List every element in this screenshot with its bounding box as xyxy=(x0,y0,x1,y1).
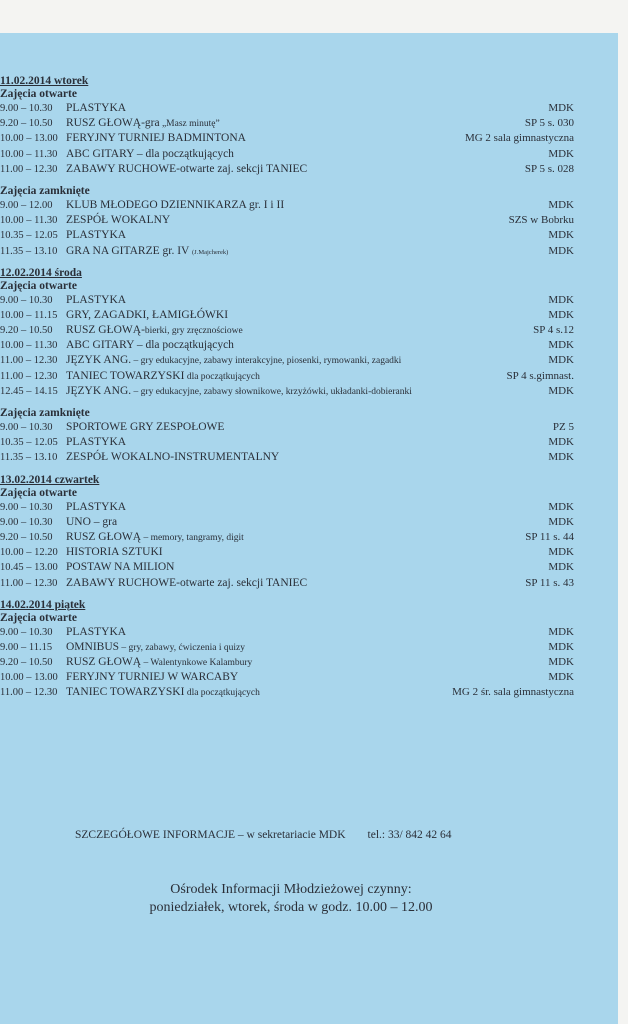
session-note: – gry, zabawy, ćwiczenia i quizy xyxy=(119,642,245,653)
session-name xyxy=(66,435,126,450)
session-place: MDK xyxy=(548,244,574,257)
session-title: FERYJNY TURNIEJ W WARCABY xyxy=(66,671,239,684)
session-title: PLASTYKA xyxy=(66,293,127,306)
session-title: SPORTOWE GRY ZESPOŁOWE xyxy=(66,421,225,433)
session-name xyxy=(66,655,252,671)
schedule-row xyxy=(0,323,590,338)
schedule-row xyxy=(0,147,590,162)
session-title: RUSZ GŁOWĄ xyxy=(66,530,142,543)
session-place: MDK xyxy=(548,293,574,306)
oim-line-2: poniedziałek, wtorek, środa w godz. 10.00 – 12.00 xyxy=(149,900,433,915)
session-place: PZ 5 xyxy=(552,421,574,433)
session-title: ZABAWY RUCHOWE-otwarte zaj. sekcji TANIEC xyxy=(66,576,308,589)
session-place: MDK xyxy=(548,198,574,211)
session-time: 11.00 – 12.30 xyxy=(0,687,58,699)
session-title: PLASTYKA xyxy=(66,102,127,114)
session-note: – memory, tangramy, digit xyxy=(141,532,244,543)
session-place: SP 5 s. 028 xyxy=(524,162,574,175)
session-time: 11.00 – 12.30 xyxy=(0,163,58,175)
schedule-row xyxy=(0,308,590,323)
schedule-row xyxy=(0,420,590,435)
session-place: SZS w Bobrku xyxy=(508,214,574,227)
session-place: MDK xyxy=(548,640,574,653)
session-name xyxy=(66,162,307,177)
session-time: 9.20 – 10.50 xyxy=(0,118,53,130)
session-time: 10.35 – 12.05 xyxy=(0,230,58,242)
schedule-sheet xyxy=(0,33,618,1024)
day-section xyxy=(0,599,590,701)
schedule-row xyxy=(0,515,590,530)
session-title: ZABAWY RUCHOWE-otwarte zaj. sekcji TANIEC xyxy=(66,162,308,175)
session-title: KLUB MŁODEGO DZIENNIKARZA gr. I i II xyxy=(66,198,285,211)
session-place: SP 4 s.12 xyxy=(533,324,574,337)
group-heading: Zajęcia zamknięte xyxy=(0,184,90,197)
schedule-row xyxy=(0,640,590,655)
session-time: 12.45 – 14.15 xyxy=(0,385,58,397)
schedule-row xyxy=(0,198,590,213)
session-name xyxy=(66,369,260,385)
day-heading: 13.02.2014 czwartek xyxy=(0,473,100,486)
session-place: MDK xyxy=(548,229,574,242)
session-title: GRA NA GITARZE gr. IV xyxy=(66,244,190,257)
details-info xyxy=(75,829,452,841)
session-place: MG 2 sala gimnastyczna xyxy=(464,132,574,145)
session-note: – gry edukacyjne, zabawy słownikowe, krzyżówki, układanki-dobieranki xyxy=(131,386,412,397)
session-place: MDK xyxy=(548,436,574,449)
session-time: 10.00 – 11.15 xyxy=(0,309,58,321)
session-name xyxy=(66,308,228,323)
session-place: SP 4 s.gimnast. xyxy=(506,369,574,382)
session-time: 9.00 – 10.30 xyxy=(0,516,53,528)
day-section xyxy=(0,267,590,466)
session-name xyxy=(66,560,174,575)
session-time: 9.20 – 10.50 xyxy=(0,657,53,669)
session-name xyxy=(66,500,126,515)
session-time: 11.35 – 13.10 xyxy=(0,245,58,257)
session-place: MDK xyxy=(548,546,574,559)
session-time: 9.00 – 10.30 xyxy=(0,103,53,114)
session-place: MDK xyxy=(548,308,574,321)
session-name xyxy=(66,338,234,353)
session-place: MDK xyxy=(548,656,574,669)
youth-info-center-hours xyxy=(0,881,582,917)
session-time: 9.20 – 10.50 xyxy=(0,325,53,337)
session-note: „Masz minutę” xyxy=(159,119,220,130)
session-time: 10.00 – 13.00 xyxy=(0,133,58,145)
session-title: ABC GITARY – dla początkujących xyxy=(66,147,234,160)
schedule-row xyxy=(0,293,590,308)
schedule-row xyxy=(0,131,590,146)
session-place: SP 5 s. 030 xyxy=(524,117,574,130)
schedule-row xyxy=(0,655,590,670)
session-name xyxy=(66,293,126,308)
schedule-row xyxy=(0,435,590,450)
session-name xyxy=(66,323,243,339)
schedule-row xyxy=(0,670,590,685)
session-place: MDK xyxy=(548,339,574,352)
session-time: 10.00 – 11.30 xyxy=(0,148,58,160)
session-place: SP 11 s. 44 xyxy=(525,530,574,543)
day-heading: 14.02.2014 piątek xyxy=(0,598,86,611)
session-time: 10.00 – 13.00 xyxy=(0,672,58,684)
schedule-row xyxy=(0,338,590,353)
session-note: – Walentynkowe Kalambury xyxy=(141,658,253,669)
group-heading: Zajęcia otwarte xyxy=(0,279,77,292)
session-note: – gry edukacyjne, zabawy interakcyjne, piosenki, rymowanki, zagadki xyxy=(131,356,402,367)
session-title: JĘZYK ANG. xyxy=(66,384,132,397)
group-heading: Zajęcia otwarte xyxy=(0,88,77,100)
session-note: dla początkujących xyxy=(184,371,260,382)
session-time: 9.00 – 10.30 xyxy=(0,294,53,306)
schedule-row xyxy=(0,545,590,560)
session-title: HISTORIA SZTUKI xyxy=(66,546,163,559)
session-place: MDK xyxy=(548,671,574,684)
session-name xyxy=(66,228,126,243)
session-time: 11.00 – 12.30 xyxy=(0,577,58,589)
schedule-row xyxy=(0,685,590,700)
schedule-content xyxy=(0,75,590,709)
session-title: ZESPÓŁ WOKALNY xyxy=(66,214,171,227)
session-title: TANIEC TOWARZYSKI xyxy=(66,686,185,699)
session-time: 9.00 – 10.30 xyxy=(0,501,53,513)
schedule-row xyxy=(0,450,590,465)
session-group xyxy=(0,487,590,591)
session-name xyxy=(66,530,244,546)
session-name xyxy=(66,244,228,260)
session-note: bierki, gry zręcznościowe xyxy=(144,326,243,337)
details-info-text: SZCZEGÓŁOWE INFORMACJE – w sekretariacie MDK xyxy=(75,829,346,841)
schedule-row xyxy=(0,500,590,515)
session-title: PLASTYKA xyxy=(66,436,127,449)
session-time: 9.00 – 10.30 xyxy=(0,626,53,638)
session-name xyxy=(66,384,412,400)
schedule-row xyxy=(0,101,590,116)
schedule-row xyxy=(0,162,590,177)
session-place: MDK xyxy=(548,451,574,464)
phone-number: tel.: 33/ 842 42 64 xyxy=(367,829,452,841)
session-name xyxy=(66,213,170,228)
session-name xyxy=(66,353,401,369)
session-time: 10.00 – 11.30 xyxy=(0,215,58,227)
session-place: MDK xyxy=(548,625,574,638)
session-title: FERYJNY TURNIEJ BADMINTONA xyxy=(66,132,246,145)
session-name xyxy=(66,640,245,656)
session-title: GRY, ZAGADKI, ŁAMIGŁÓWKI xyxy=(66,308,229,321)
session-place: MDK xyxy=(548,147,574,160)
session-place: SP 11 s. 43 xyxy=(525,576,574,589)
day-section xyxy=(0,75,590,259)
session-place: MDK xyxy=(548,561,574,574)
session-time: 9.00 – 12.00 xyxy=(0,199,53,211)
session-title: POSTAW NA MILION xyxy=(66,561,175,574)
session-group xyxy=(0,612,590,701)
session-time: 10.00 – 12.20 xyxy=(0,547,58,559)
session-name xyxy=(66,116,220,132)
session-place: MDK xyxy=(548,500,574,513)
session-place: MDK xyxy=(548,515,574,528)
schedule-row xyxy=(0,560,590,575)
session-place: MDK xyxy=(548,354,574,367)
session-name xyxy=(66,450,279,465)
session-time: 9.00 – 10.30 xyxy=(0,422,53,433)
session-title: PLASTYKA xyxy=(66,625,127,638)
session-title: ABC GITARY – dla początkujących xyxy=(66,339,234,352)
session-name xyxy=(66,420,224,435)
session-name xyxy=(66,515,117,530)
schedule-row xyxy=(0,244,590,259)
session-time: 11.00 – 12.30 xyxy=(0,355,58,367)
session-name xyxy=(66,147,234,162)
session-place: MG 2 śr. sala gimnastyczna xyxy=(452,686,574,699)
session-name xyxy=(66,101,126,116)
session-title: RUSZ GŁOWĄ-gra xyxy=(66,117,160,130)
session-name xyxy=(66,685,260,701)
schedule-row xyxy=(0,384,590,399)
session-title: OMNIBUS xyxy=(66,640,120,653)
session-group xyxy=(0,280,590,399)
day-heading: 11.02.2014 wtorek xyxy=(0,75,89,87)
session-name xyxy=(66,625,126,640)
session-name xyxy=(66,576,307,591)
day-heading: 12.02.2014 środa xyxy=(0,266,82,279)
schedule-row xyxy=(0,576,590,591)
schedule-row xyxy=(0,530,590,545)
session-place: MDK xyxy=(548,102,574,114)
session-title: TANIEC TOWARZYSKI xyxy=(66,369,185,382)
session-title: PLASTYKA xyxy=(66,229,127,242)
instructor-tag: (J.Majcherek) xyxy=(192,248,229,256)
session-group xyxy=(0,88,590,177)
session-group xyxy=(0,185,590,259)
session-name xyxy=(66,545,163,560)
session-name xyxy=(66,670,238,685)
schedule-row xyxy=(0,213,590,228)
session-time: 10.35 – 12.05 xyxy=(0,437,58,449)
session-time: 10.45 – 13.00 xyxy=(0,562,58,574)
schedule-row xyxy=(0,369,590,384)
session-group xyxy=(0,407,590,466)
oim-line-1: Ośrodek Informacji Młodzieżowej czynny: xyxy=(170,882,412,897)
session-title: JĘZYK ANG. xyxy=(66,354,132,367)
session-title: PLASTYKA xyxy=(66,500,127,513)
schedule-row xyxy=(0,116,590,131)
schedule-row xyxy=(0,625,590,640)
session-time: 9.00 – 11.15 xyxy=(0,641,53,653)
session-title: ZESPÓŁ WOKALNO-INSTRUMENTALNY xyxy=(66,451,280,464)
session-note: dla początkujących xyxy=(184,688,260,699)
session-time: 10.00 – 11.30 xyxy=(0,340,58,352)
session-title: UNO – gra xyxy=(66,515,118,528)
session-name xyxy=(66,131,246,146)
schedule-row xyxy=(0,228,590,243)
schedule-row xyxy=(0,353,590,368)
session-title: RUSZ GŁOWĄ- xyxy=(66,324,145,337)
group-heading: Zajęcia otwarte xyxy=(0,486,77,499)
session-place: MDK xyxy=(548,384,574,397)
session-time: 11.00 – 12.30 xyxy=(0,370,58,382)
session-time: 9.20 – 10.50 xyxy=(0,531,53,543)
group-heading: Zajęcia zamknięte xyxy=(0,407,90,419)
session-title: RUSZ GŁOWĄ xyxy=(66,656,142,669)
session-time: 11.35 – 13.10 xyxy=(0,452,58,464)
day-section xyxy=(0,474,590,591)
group-heading: Zajęcia otwarte xyxy=(0,611,77,624)
session-name xyxy=(66,198,284,213)
